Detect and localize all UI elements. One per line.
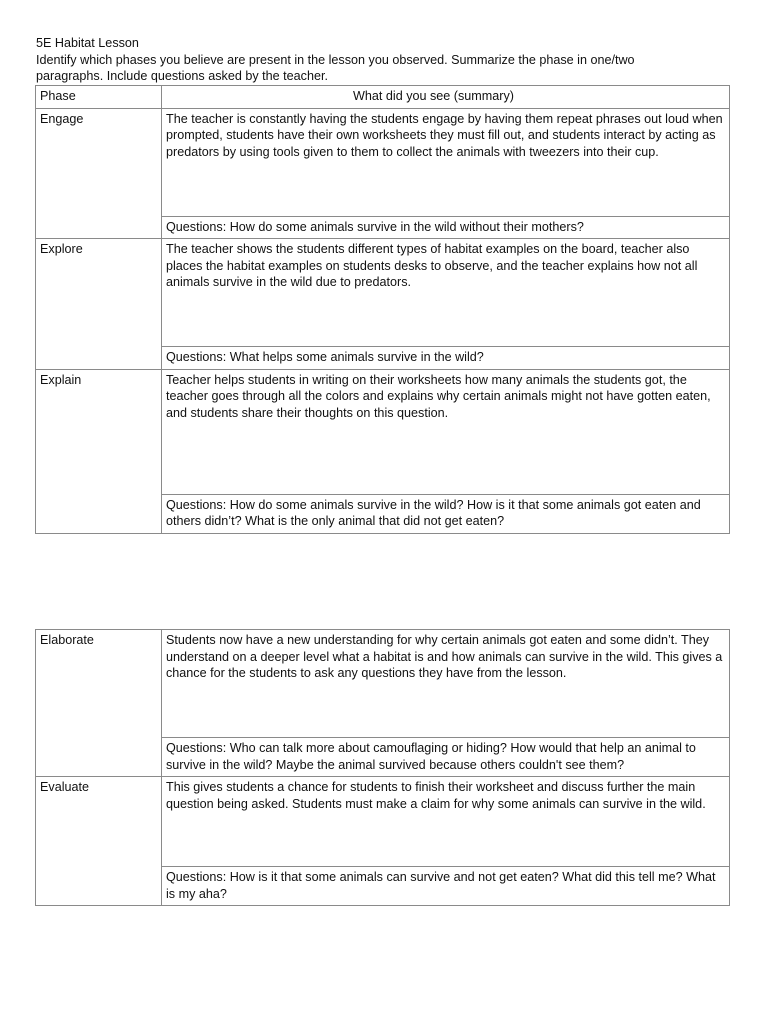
phase-row-explain — [36, 369, 730, 494]
phase-questions: Questions: How do some animals survive in the wild? How is it that some animals got eaten and others didn’t? What is the only animal that did not get eaten? — [162, 494, 730, 533]
phase-summary: The teacher shows the students different types of habitat examples on the board, teacher also places the habitat examples on students desks to observe, and the teacher explains how not all animals survive in the wild due to predators. — [162, 239, 730, 347]
phase-name: Elaborate — [36, 630, 162, 777]
phase-row-elaborate — [36, 630, 730, 738]
phase-questions: Questions: How is it that some animals can survive and not get eaten? What did this tell me? What is my aha? — [162, 867, 730, 906]
phase-summary: This gives students a chance for students to finish their worksheet and discuss further the main question being asked. Students must make a claim for why some animals can survive in the wild. — [162, 777, 730, 867]
phase-row-engage — [36, 108, 730, 216]
phases-table-page1 — [35, 85, 730, 534]
phase-questions: Questions: How do some animals survive in the wild without their mothers? — [162, 216, 730, 239]
instructions-line-1: Identify which phases you believe are present in the lesson you observed. Summarize the phase in one/two — [36, 52, 635, 67]
header-summary: What did you see (summary) — [162, 86, 730, 109]
phase-summary: Teacher helps students in writing on their worksheets how many animals the students got, the teacher goes through all the colors and explains why certain animals might not have gotten eaten, and students share their thoughts on this question. — [162, 369, 730, 494]
phases-table-page2 — [35, 629, 730, 906]
document-title: 5E Habitat Lesson — [36, 36, 139, 50]
instructions-line-2: paragraphs. Include questions asked by the teacher. — [36, 69, 328, 84]
header-phase: Phase — [36, 86, 162, 109]
phase-row-explore — [36, 239, 730, 347]
document-heading — [36, 35, 736, 85]
phase-questions: Questions: What helps some animals survive in the wild? — [162, 347, 730, 370]
phase-name: Engage — [36, 108, 162, 239]
phase-summary: The teacher is constantly having the students engage by having them repeat phrases out loud when prompted, students have their own worksheets they must fill out, and students interact by acting as predators by using tools given to them to collect the animals with tweezers into their cup. — [162, 108, 730, 216]
phase-name: Explore — [36, 239, 162, 370]
phase-summary: Students now have a new understanding for why certain animals got eaten and some didn’t. They understand on a deeper level what a habitat is and how animals can survive in the wild. This gives a chance for the students to ask any questions they have from the lesson. — [162, 630, 730, 738]
phase-name: Explain — [36, 369, 162, 533]
phase-name: Evaluate — [36, 777, 162, 906]
phase-row-evaluate — [36, 777, 730, 867]
phase-questions: Questions: Who can talk more about camouflaging or hiding? How would that help an animal to survive in the wild? Maybe the animal survived because others couldn't see them? — [162, 738, 730, 777]
table-header-row — [36, 86, 730, 109]
